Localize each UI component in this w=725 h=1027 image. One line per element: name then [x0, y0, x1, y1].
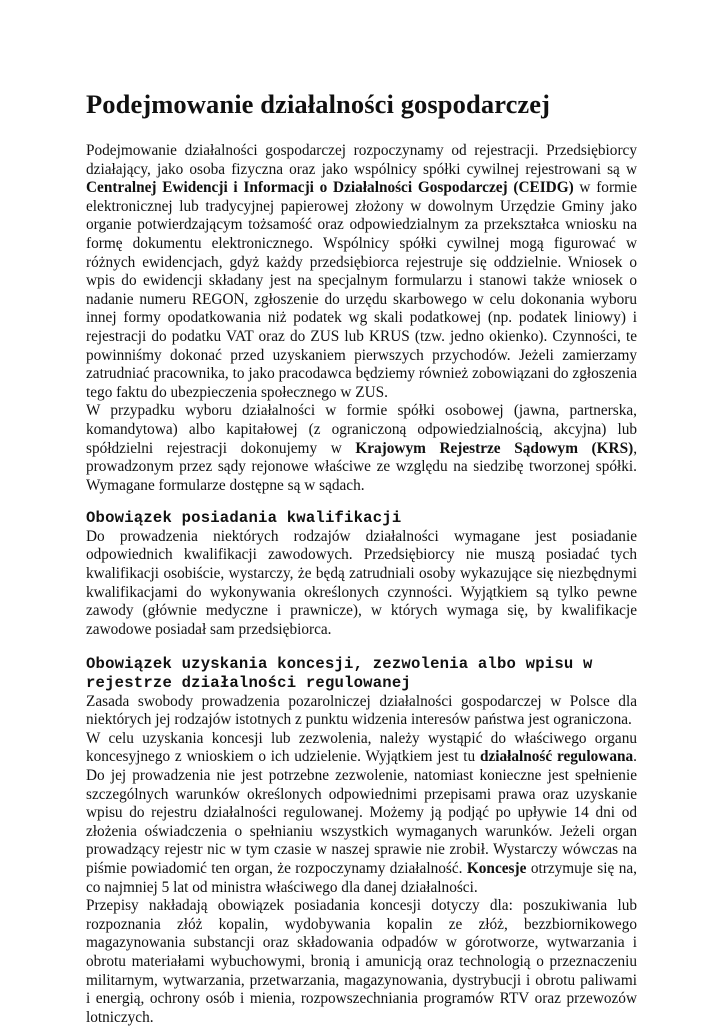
licenses-paragraph-3: Przepisy nakładają obowiązek posiadania koncesji dotyczy dla: poszukiwania lub rozpoznania złóż kopalin, wydobywania kopalin ze złóż, bezzbiornikowego magazynowania substancji oraz składowania odpadów w górotworze, wytwarzania i obrotu materiałami wybuchowymi, bronią i amunicją oraz technologią o przeznaczeniu militarnym, wytwarzania, przetwarzania, magazynowania, dystrybucji i obrotu paliwami i energią, ochrony osób i mienia, rozpowszechniania programów RTV oraz przewozów lotniczych.: [86, 897, 637, 1026]
text-run: W przypadku wyboru działalności w formie spółki osobowej (jawna, partnerska, komandytowa) albo kapitałowej (z ograniczoną odpowiedzialnością, akcyjna) lub spółdzielni rejestracji dokonujemy w: [86, 402, 637, 457]
licenses-paragraph-2: [86, 730, 637, 897]
ceidg-bold: Centralnej Ewidencji i Informacji o Działalności Gospodarczej (CEIDG): [86, 179, 574, 197]
intro-paragraph-2: [86, 402, 637, 495]
licenses-paragraph-1: Zasada swobody prowadzenia pozarolniczej działalności gospodarczej w Polsce dla niektórych jej rodzajów istotnych z punktu widzenia interesów państwa jest ograniczona.: [86, 692, 637, 729]
page-title: Podejmowanie działalności gospodarczej: [86, 89, 551, 119]
text-run: Podejmowanie działalności gospodarczej rozpoczynamy od rejestracji. Przedsiębiorcy działający, jako osoba fizyczna oraz jako wspólnicy spółki cywilnej rejestrowani są w: [86, 142, 637, 178]
text-run: otrzymuje się na, co najmniej 5 lat od ministra właściwego dla danej działalności.: [86, 859, 637, 896]
text-run: , prowadzonym przez sądy rejonowe właściwe ze względu na siedzibę tworzonej spółki. Wymagane formularze dostępne są w sądach.: [86, 439, 638, 494]
regulated-activity-bold: działalność regulowana: [479, 748, 634, 766]
krs-bold: Krajowym Rejestrze Sądowym (KRS): [355, 439, 634, 457]
text-run: W celu uzyskania koncesji lub zezwolenia, należy wystąpić do właściwego organu koncesyjnego z wnioskiem o ich udzielenie. Wyjątkiem jest tu: [86, 729, 637, 766]
text-run: . Do jej prowadzenia nie jest potrzebne zezwolenie, natomiast konieczne jest spełnienie szczególnych warunków określonych odpowiednimi przepisami prawa oraz uzyskanie wpisu do rejestru działalności regulowanej. Możemy ją podjąć po upływie 14 dni od złożenia oświadczenia o spełnianiu wszystkich wymaganych warunków. Jeżeli organ prowadzący rejestr nic w tym czasie w naszej sprawie nie zrobił. Wystarczy wówczas na piśmie powiadomić ten organ, że rozpoczynamy działalność.: [86, 748, 637, 877]
section-heading-qualifications: Obowiązek posiadania kwalifikacji: [86, 509, 402, 528]
qualifications-paragraph: Do prowadzenia niektórych rodzajów działalności wymagane jest posiadanie odpowiednich kwalifikacji zawodowych. Przedsiębiorcy nie muszą posiadać tych kwalifikacji osobiście, wystarczy, że będą zatrudniali osoby wykazujące się niezbędnymi kwalifikacjami do wykonywania określonych czynności. Wyjątkiem są tylko pewne zawody (głównie medyczne i prawnicze), w których wymaga się, by kwalifikacje zawodowe posiadał sam przedsiębiorca.: [86, 527, 637, 638]
licenses-bold: Koncesje: [466, 859, 527, 877]
text-run: w formie elektronicznej lub tradycyjnej papierowej złożony w dowolnym Urzędzie Gminy jako organie potwierdzającym tożsamość oraz odpowiedzialnym za przekształca wniosku na formę dokumentu elektronicznego. Wspólnicy spółki cywilnej mogą figurować w różnych ewidencjach, gdyż każdy przedsiębiorca rejestruje się oddzielnie. Wniosek o wpis do ewidencji składany jest na specjalnym formularzu i stanowi także wniosek o nadanie numeru REGON, zgłoszenie do urzędu skarbowego w celu dokonania wyboru innej formy opodatkowania niż podatek wg skali podatkowej (np. podatek liniowy) i rejestracji do podatku VAT oraz do ZUS lub KRUS (tzw. jedno okienko). Czynności, te powinniśmy dokonać przed uzyskaniem pierwszych przychodów. Jeżeli zamierzamy zatrudniać pracownika, to jako pracodawca będziemy również zobowiązani do zgłoszenia tego faktu do ubezpieczenia społecznego w ZUS.: [86, 179, 637, 401]
intro-paragraph-1: [86, 142, 637, 402]
section-heading-licenses: Obowiązek uzyskania koncesji, zezwolenia albo wpisu w rejestrze działalności regulowanej: [86, 655, 593, 693]
